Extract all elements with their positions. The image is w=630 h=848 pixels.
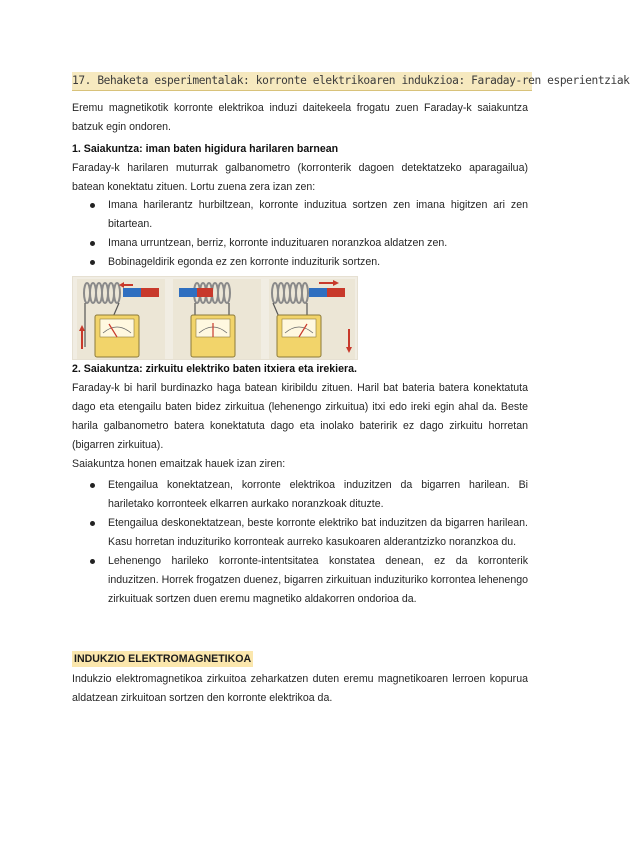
section2-text: Faraday-k bi haril burdinazko haga batean kiribildu zituen. Haril bat bateria batera konektatuta dago eta etengailu baten bidez zirkuitua (lehenengo zirkuitua) itxi edo ireki egin ahal da. Beste harila galbanometro batera konektatuta dago eta inolako bateririk ez dago zirkuitu horretan (bigarren zirkuitua). (72, 382, 528, 451)
list-item-text: Imana harilerantz hurbiltzean, korronte induzitua sortzen zen imana higitzen ari zen bitartean. (108, 199, 528, 230)
bullet-icon (90, 521, 95, 526)
section2-heading: 2. Saiakuntza: zirkuitu elektriko baten itxiera eta irekiera. (72, 363, 357, 375)
list-item (72, 476, 528, 514)
section2-results-label: Saiakuntza honen emaitzak hauek izan ziren: (72, 458, 286, 470)
list-item (72, 552, 528, 609)
coil-icon (84, 283, 120, 303)
faraday-illustration-svg (73, 277, 357, 359)
scene-magnet-static (173, 279, 261, 359)
list-item-text: Imana urruntzean, berriz, korronte induzituaren noranzkoa aldatzen zen. (108, 237, 448, 249)
list-item-text: Etengailua deskonektatzean, beste korronte elektriko bat induzitzen da bigarren harilean. Kasu horretan induzituriko korronteak aurreko kasukoaren alderantzizko noranzkoa du. (108, 517, 528, 548)
list-item (72, 234, 528, 253)
intro-paragraph: Eremu magnetikotik korronte elektrikoa induzi daitekeela frogatu zuen Faraday-k saiakuntza batzuk egin ondoren. (72, 102, 528, 133)
magnet-icon (309, 288, 345, 297)
scene-magnet-receding (269, 279, 355, 359)
bullet-icon (90, 241, 95, 246)
bullet-icon (90, 559, 95, 564)
scene-magnet-approaching (77, 279, 165, 359)
section1-text: Faraday-k harilaren muturrak galbanometro (korronterik dagoen detektatzeko aparagailua) batean konektatu zituen. Lortu zuena zera izan zen: (72, 162, 528, 193)
document-title: 17. Behaketa esperimentalak: korronte elektrikoaren indukzioa: Faraday-ren esperientziak (72, 72, 532, 91)
section2-bullet-list (72, 476, 528, 609)
list-item (72, 514, 528, 552)
bullet-icon (90, 483, 95, 488)
section3-text: Indukzio elektromagnetikoa zirkuitoa zeharkatzen duten eremu magnetikoaren lerroen kopurua aldatzean zirkuitoan sortzen den korronte elektrikoa da. (72, 673, 528, 704)
magnet-icon (123, 288, 159, 297)
bullet-icon (90, 203, 95, 208)
section1-heading: 1. Saiakuntza: iman baten higidura harilaren barnean (72, 143, 339, 155)
section1-bullet-list (72, 196, 528, 272)
bullet-icon (90, 260, 95, 265)
list-item (72, 196, 528, 234)
list-item-text: Lehenengo harileko korronte-intentsitatea konstatea denean, ez da korronterik induzitzen. Horrek frogatzen duenez, bigarren zirkuituan induzituriko korrontea lehenengo zirkuituak sortzen duen eremu magnetiko aldakorren ondorioa da. (108, 555, 528, 605)
list-item-text: Bobinageldirik egonda ez zen korronte induziturik sortzen. (108, 256, 381, 268)
faraday-experiment-illustration (72, 276, 358, 360)
magnet-icon (179, 288, 213, 297)
list-item (72, 253, 528, 272)
section3-heading: INDUKZIO ELEKTROMAGNETIKOA (74, 653, 252, 665)
galvanometer-icon (95, 315, 139, 357)
galvanometer-icon (277, 315, 321, 357)
galvanometer-icon (191, 315, 235, 357)
coil-icon (272, 283, 308, 303)
list-item-text: Etengailua konektatzean, korronte elektrikoa induzitzen da bigarren harilean. Bi hariletako korronteek elkarren aurkako noranzkoak dituzte. (108, 479, 528, 510)
